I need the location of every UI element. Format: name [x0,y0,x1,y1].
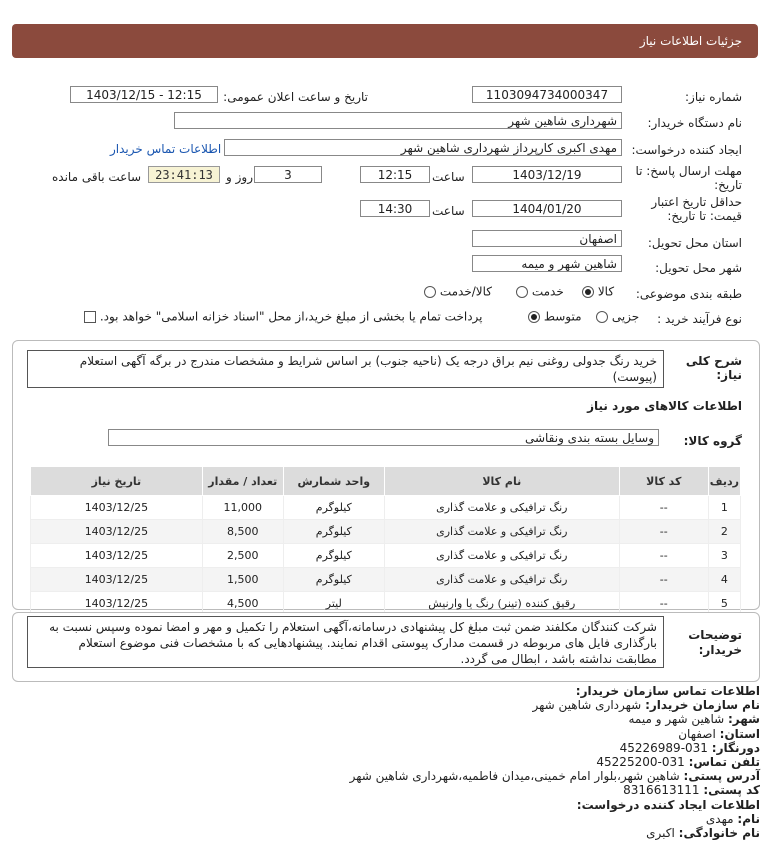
postal-value: 8316613111 [623,783,700,798]
cell-quantity: 4,500 [202,592,283,616]
contact-province-value: اصفهان [678,726,716,741]
phone-value: 031-45225200 [596,755,685,770]
payment-note[interactable]: پرداخت تمام یا بخشی از مبلغ خرید،از محل "اسناد خزانه اسلامی" خواهد بود. [84,309,483,324]
address-label: آدرس پستی: [683,769,760,784]
buyer-org-label: نام دستگاه خریدار: [647,116,742,130]
cell-quantity: 11,000 [202,496,283,520]
creator-info-title: اطلاعات ایجاد کننده درخواست: [576,797,760,812]
cell-name: رنگ ترافیکی و علامت گذاری [384,496,619,520]
fax-label: دورنگار: [711,740,760,755]
cell-date: 1403/12/25 [31,544,203,568]
contact-province-label: استان: [719,726,760,741]
need-number-field: 1103094734000347 [472,86,622,103]
deadline-label-2: تاریخ: [714,178,742,192]
contact-section-title: اطلاعات تماس سازمان خریدار: [575,684,760,698]
col-header-row-number: ردیف [708,467,740,496]
phone-label: تلفن تماس: [688,755,760,770]
need-number-label: شماره نیاز: [685,90,742,104]
radio-icon[interactable] [596,311,608,323]
table-row [31,544,741,568]
deadline-time-label: ساعت [432,170,465,184]
deadline-days-field: 3 [254,166,322,183]
cell-name: رنگ ترافیکی و علامت گذاری [384,568,619,592]
category-option-goods-service[interactable]: کالا/خدمت [424,284,492,299]
validity-time-label: ساعت [432,204,465,218]
table-row [31,496,741,520]
cell-code: -- [619,496,708,520]
days-label: روز و [226,170,253,184]
cell-code: -- [619,544,708,568]
validity-label-2: قیمت: تا تاریخ: [667,209,742,223]
col-header-quantity: تعداد / مقدار [202,467,283,496]
col-header-unit: واحد شمارش [283,467,384,496]
fax-value: 031-45226989 [619,740,708,755]
notes-text: شرکت کنندگان مکلفند ضمن ثبت مبلغ کل پیشنهادی درسامانه،آگهی استعلام را تکمیل و مهر و امضا نموده وسپس نسبت به بارگذاری فایل های مربوطه در قسمت مدارک پیوستی اقدام نمایند. پیشنهادهایی که با مشخصات فنی موضوع استعلام مطابقت نداشته باشد ، ابطال می گردد. [27,616,664,668]
category-option-service[interactable]: خدمت [516,284,564,299]
cell-quantity: 1,500 [202,568,283,592]
cell-date: 1403/12/25 [31,520,203,544]
cell-date: 1403/12/25 [31,496,203,520]
validity-date-field: 1404/01/20 [472,200,622,217]
address-value: شاهین شهر،بلوار امام خمینی،میدان فاطمیه،شهرداری شاهین شهر [349,769,680,784]
buyer-contact-link[interactable]: اطلاعات تماس خریدار [110,142,222,156]
goods-group-field: وسایل بسته بندی ونقاشی [108,429,659,446]
cell-unit: کیلوگرم [283,496,384,520]
radio-selected-icon[interactable] [528,311,540,323]
items-table [30,466,741,616]
payment-checkbox[interactable] [84,311,96,323]
cell-row-number: 3 [708,544,740,568]
name-label: نام: [737,811,760,826]
city-label: شهر محل تحویل: [655,261,742,275]
cell-row-number: 5 [708,592,740,616]
org-value: شهرداری شاهین شهر [532,698,642,713]
deadline-label: مهلت ارسال پاسخ: تا [635,164,742,178]
deadline-time-field: 12:15 [360,166,430,183]
summary-label-2: نیاز: [716,368,742,382]
contact-city-label: شهر: [728,712,760,727]
page-title: جزئیات اطلاعات نیاز [639,34,742,48]
deadline-date-field: 1403/12/19 [472,166,622,183]
cell-unit: لیتر [283,592,384,616]
notes-label-2: خریدار: [698,643,742,657]
goods-group-label: گروه کالا: [683,434,742,448]
city-field: شاهین شهر و میمه [472,255,622,272]
cell-date: 1403/12/25 [31,592,203,616]
process-option-medium[interactable]: متوسط [528,309,582,324]
remaining-timer: 23:41:13 [148,166,220,183]
validity-time-field: 14:30 [360,200,430,217]
table-row [31,568,741,592]
notes-label: توضیحات [688,628,742,642]
postal-label: کد پستی: [703,783,760,798]
cell-code: -- [619,520,708,544]
radio-icon[interactable] [516,286,528,298]
col-header-name: نام کالا [384,467,619,496]
validity-label: حداقل تاریخ اعتبار [651,195,742,209]
table-row [31,520,741,544]
page-header [12,24,758,58]
cell-name: رقیق کننده (تینر) رنگ یا وارنیش [384,592,619,616]
announce-label: تاریخ و ساعت اعلان عمومی: [223,90,368,104]
remaining-label: ساعت باقی مانده [52,170,142,184]
process-label: نوع فرآیند خرید : [657,312,742,326]
cell-code: -- [619,568,708,592]
radio-selected-icon[interactable] [582,286,594,298]
cell-unit: کیلوگرم [283,544,384,568]
name-value: مهدی [705,811,734,826]
summary-label: شرح کلی [685,354,742,368]
cell-code: -- [619,592,708,616]
cell-row-number: 2 [708,520,740,544]
province-field: اصفهان [472,230,622,247]
cell-quantity: 8,500 [202,520,283,544]
family-value: اکبری [646,826,675,841]
cell-row-number: 1 [708,496,740,520]
category-option-goods[interactable]: کالا [582,284,614,299]
col-header-code: کد کالا [619,467,708,496]
summary-text: خرید رنگ جدولی روغنی نیم براق درجه یک (ناحیه جنوب) بر اساس شرایط و مشخصات مندرج در برگه آگهی استعلام (پیوست) [27,350,664,388]
announce-field: 1403/12/15 - 12:15 [70,86,218,103]
cell-name: رنگ ترافیکی و علامت گذاری [384,520,619,544]
cell-unit: کیلوگرم [283,568,384,592]
radio-icon[interactable] [424,286,436,298]
cell-quantity: 2,500 [202,544,283,568]
cell-date: 1403/12/25 [31,568,203,592]
creator-label: ایجاد کننده درخواست: [631,143,742,157]
family-label: نام خانوادگی: [678,826,760,841]
contact-city-value: شاهین شهر و میمه [628,712,725,727]
col-header-date: تاریخ نیاز [31,467,203,496]
buyer-org-field: شهرداری شاهین شهر [174,112,622,129]
cell-row-number: 4 [708,568,740,592]
creator-field: مهدی اکبری کارپرداز شهرداری شاهین شهر [224,139,622,156]
table-header-row [31,467,741,496]
province-label: استان محل تحویل: [647,236,742,250]
cell-unit: کیلوگرم [283,520,384,544]
org-label: نام سازمان خریدار: [645,698,760,713]
process-option-minor[interactable]: جزیی [596,309,639,324]
category-label: طبقه بندی موضوعی: [635,287,742,301]
items-section-title: اطلاعات کالاهای مورد نیاز [587,399,742,413]
cell-name: رنگ ترافیکی و علامت گذاری [384,544,619,568]
contact-info [350,684,760,840]
